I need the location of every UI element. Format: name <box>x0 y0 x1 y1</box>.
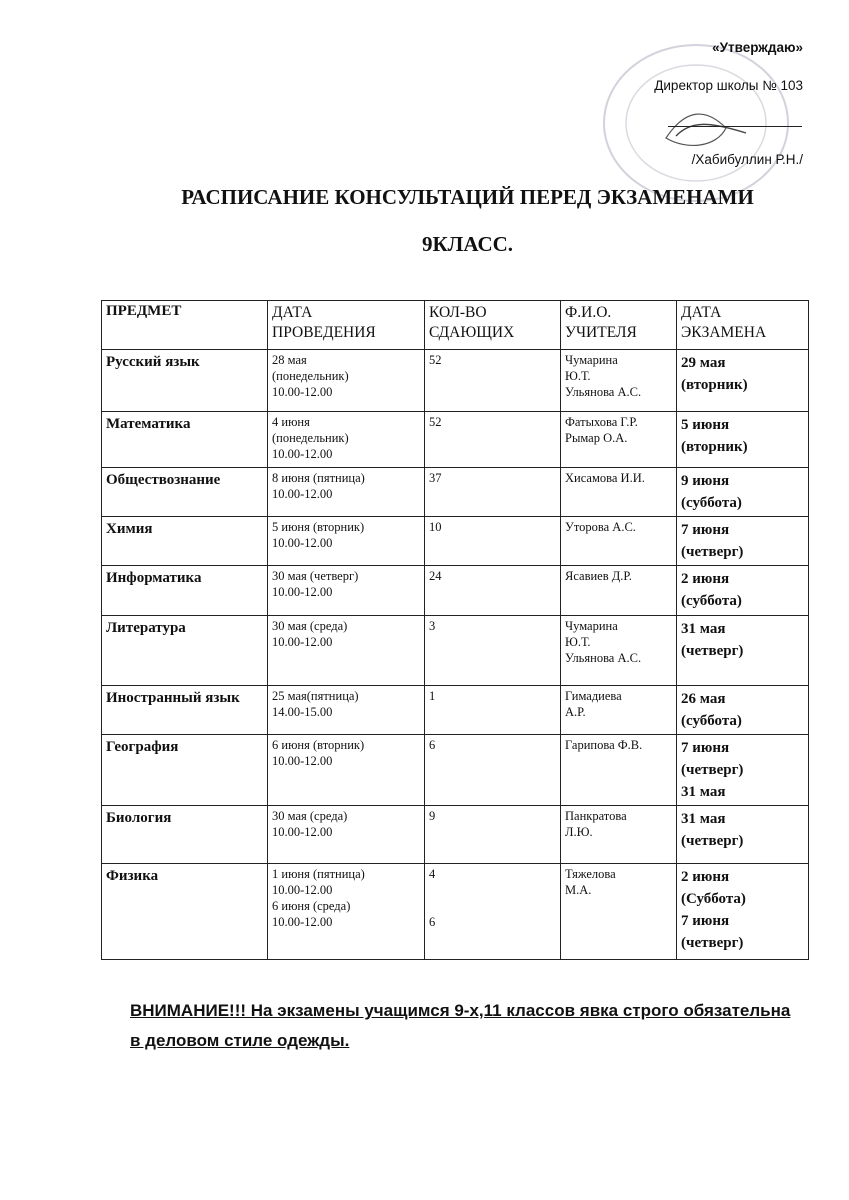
approval-title: «Утверждаю» <box>712 40 803 55</box>
header-count: КОЛ-ВО СДАЮЩИХ <box>425 301 561 350</box>
consultation-date-cell: 30 мая (среда) 10.00-12.00 <box>268 806 425 864</box>
subject-cell: Биология <box>102 806 268 864</box>
schedule-table <box>101 300 809 960</box>
teacher-cell: Панкратова Л.Ю. <box>561 806 677 864</box>
consultation-date-cell: 1 июня (пятница) 10.00-12.00 6 июня (среда) 10.00-12.00 <box>268 864 425 960</box>
student-count-cell: 4 6 <box>425 864 561 960</box>
teacher-cell: Фатыхова Г.Р. Рымар О.А. <box>561 412 677 468</box>
exam-date-cell: 29 мая (вторник) <box>677 350 809 412</box>
subject-cell: Обществознание <box>102 468 268 517</box>
approval-name: /Хабибуллин Р.Н./ <box>691 152 803 167</box>
exam-date-cell: 2 июня (суббота) <box>677 566 809 616</box>
consultation-date-cell: 25 мая(пятница) 14.00-15.00 <box>268 686 425 735</box>
teacher-cell: Ясавиев Д.Р. <box>561 566 677 616</box>
student-count-cell: 10 <box>425 517 561 566</box>
consultation-date-cell: 5 июня (вторник) 10.00-12.00 <box>268 517 425 566</box>
table-row <box>102 686 809 735</box>
table-row <box>102 616 809 686</box>
exam-date-cell: 26 мая (суббота) <box>677 686 809 735</box>
teacher-cell: Уторова А.С. <box>561 517 677 566</box>
subject-cell: Иностранный язык <box>102 686 268 735</box>
table-row <box>102 517 809 566</box>
student-count-cell: 24 <box>425 566 561 616</box>
student-count-cell: 9 <box>425 806 561 864</box>
teacher-cell: Чумарина Ю.Т. Ульянова А.С. <box>561 350 677 412</box>
subject-cell: Информатика <box>102 566 268 616</box>
header-subject: ПРЕДМЕТ <box>102 301 268 350</box>
table-row <box>102 350 809 412</box>
teacher-cell: Гарипова Ф.В. <box>561 735 677 806</box>
subject-cell: Математика <box>102 412 268 468</box>
header-teacher: Ф.И.О. УЧИТЕЛЯ <box>561 301 677 350</box>
attention-notice: ВНИМАНИЕ!!! На экзамены учащимся 9-х,11 классов явка строго обязательна в деловом стиле одежды. <box>130 1001 791 1050</box>
subject-cell: География <box>102 735 268 806</box>
exam-date-cell: 31 мая (четверг) <box>677 616 809 686</box>
signature-line <box>668 126 802 127</box>
document-title: РАСПИСАНИЕ КОНСУЛЬТАЦИЙ ПЕРЕД ЭКЗАМЕНАМИ <box>181 185 754 209</box>
header-date: ДАТА ПРОВЕДЕНИЯ <box>268 301 425 350</box>
exam-date-cell: 9 июня (суббота) <box>677 468 809 517</box>
student-count-cell: 3 <box>425 616 561 686</box>
table-row <box>102 735 809 806</box>
exam-date-cell: 5 июня (вторник) <box>677 412 809 468</box>
student-count-cell: 52 <box>425 412 561 468</box>
subject-cell: Русский язык <box>102 350 268 412</box>
header-exam: ДАТА ЭКЗАМЕНА <box>677 301 809 350</box>
table-row <box>102 806 809 864</box>
student-count-cell: 1 <box>425 686 561 735</box>
school-stamp <box>596 38 796 208</box>
consultation-date-cell: 4 июня (понедельник) 10.00-12.00 <box>268 412 425 468</box>
exam-date-cell: 31 мая (четверг) <box>677 806 809 864</box>
table-row <box>102 566 809 616</box>
consultation-date-cell: 8 июня (пятница) 10.00-12.00 <box>268 468 425 517</box>
teacher-cell: Гимадиева А.Р. <box>561 686 677 735</box>
exam-date-cell: 2 июня (Суббота) 7 июня (четверг) <box>677 864 809 960</box>
table-row <box>102 412 809 468</box>
table-row <box>102 468 809 517</box>
document-subtitle: 9КЛАСС. <box>421 232 514 256</box>
student-count-cell: 37 <box>425 468 561 517</box>
header-row <box>102 301 809 350</box>
teacher-cell: Чумарина Ю.Т. Ульянова А.С. <box>561 616 677 686</box>
exam-date-cell: 7 июня (четверг) <box>677 517 809 566</box>
student-count-cell: 52 <box>425 350 561 412</box>
approval-role: Директор школы № 103 <box>654 78 803 93</box>
consultation-date-cell: 30 мая (среда) 10.00-12.00 <box>268 616 425 686</box>
teacher-cell: Хисамова И.И. <box>561 468 677 517</box>
table-row <box>102 864 809 960</box>
teacher-cell: Тяжелова М.А. <box>561 864 677 960</box>
student-count-cell: 6 <box>425 735 561 806</box>
exam-date-cell: 7 июня (четверг) 31 мая <box>677 735 809 806</box>
consultation-date-cell: 6 июня (вторник) 10.00-12.00 <box>268 735 425 806</box>
subject-cell: Физика <box>102 864 268 960</box>
schedule-body <box>102 350 809 960</box>
subject-cell: Химия <box>102 517 268 566</box>
consultation-date-cell: 28 мая (понедельник) 10.00-12.00 <box>268 350 425 412</box>
subject-cell: Литература <box>102 616 268 686</box>
consultation-date-cell: 30 мая (четверг) 10.00-12.00 <box>268 566 425 616</box>
